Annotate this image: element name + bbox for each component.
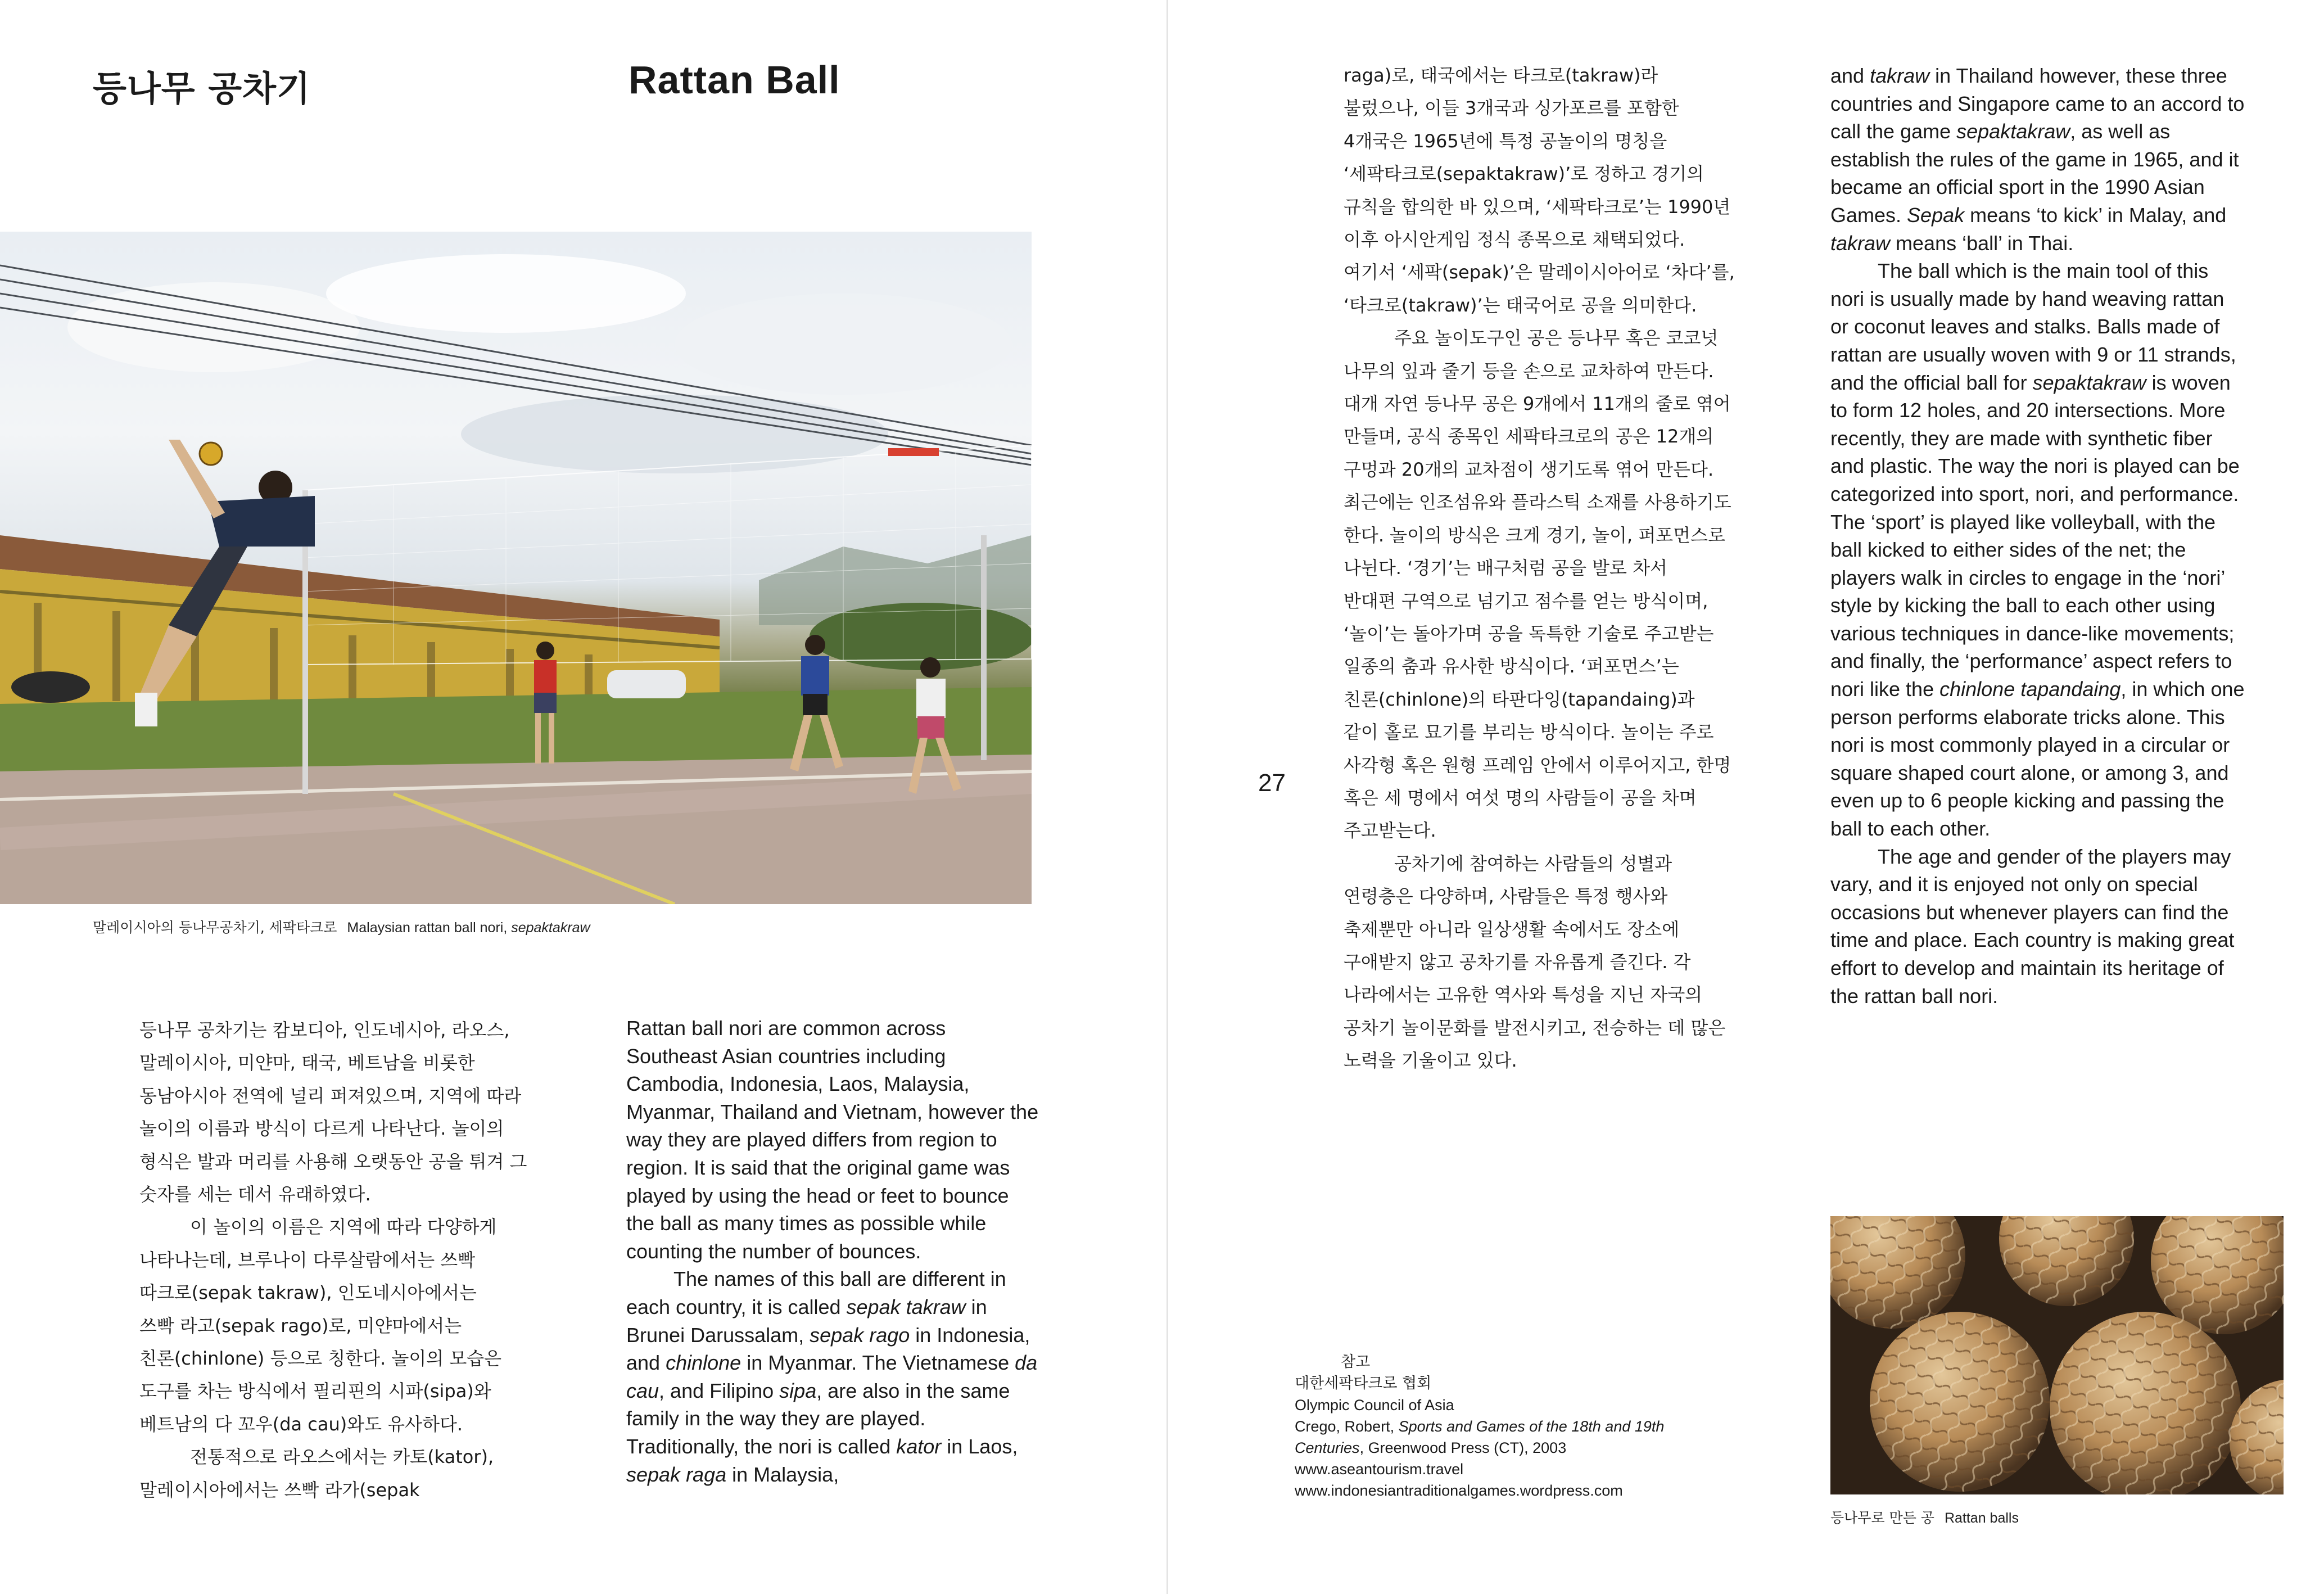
ko-line: 일종의 춤과 유사한 방식이다. ‘퍼포먼스’는 — [1344, 656, 1679, 678]
ko-line: ‘놀이’는 돌아가며 공을 독특한 기술로 주고받는 — [1344, 622, 1714, 644]
reference-item: Olympic Council of Asia — [1295, 1397, 1454, 1414]
ko-line: 최근에는 인조섬유와 플라스틱 소재를 사용하기도 — [1344, 491, 1731, 513]
ko-line: 같이 홀로 묘기를 부리는 방식이다. 놀이는 주로 — [1344, 721, 1714, 743]
ko-line: 공차기 놀이문화를 발전시키고, 전승하는 데 많은 — [1344, 1017, 1726, 1038]
ko-line: 등나무 공차기는 캄보디아, 인도네시아, 라오스, — [139, 1019, 510, 1041]
ko-line: 규칙을 합의한 바 있으며, ‘세팍타크로’는 1990년 — [1344, 196, 1731, 218]
ko-line: 전통적으로 라오스에서는 카토(kator), — [190, 1446, 494, 1468]
reference-item: Centuries, Greenwood Press (CT), 2003 — [1295, 1439, 1567, 1456]
en-paragraph-2: The ball which is the main tool of this nori is usually made by hand weaving rattan or coconut leaves and stalks. Balls made of rattan are usually woven with 9 or 11 strands, and the official ball for sepaktakraw is woven to form 12 holes, and 20 intersections. More recently, they are made with synthetic fiber and plastic. The way the nori is played can be categorized into sport, nori, and performance. The ‘sport’ is played like volleyball, with the ball kicked to either sides of the net; the players walk in circles to engage in the ‘nori’ style by kicking the ball to each other using various techniques in dance-like movements; and finally, the ‘performance’ aspect refers to nori like the chinlone tapandaing, in which one person performs elaborate tricks alone. This nori is most commonly played in a circular or square shaped court alone, or among 3, and even up to 6 people kicking and passing the ball to each other. — [1830, 259, 2245, 841]
ko-line: 한다. 놀이의 방식은 크게 경기, 놀이, 퍼포먼스로 — [1344, 524, 1725, 546]
caption-korean: 말레이시아의 등나무공차기, 세팍타크로 — [93, 919, 337, 936]
balls-photo-caption — [1830, 1507, 2019, 1527]
ko-line: 친론(chinlone) 등으로 칭한다. 놀이의 모습은 — [139, 1348, 502, 1370]
sepaktakraw-photo-illustration — [0, 232, 1032, 904]
en-paragraph-1: and takraw in Thailand however, these three countries and Singapore came to an accord to call the game sepaktakraw, as well as establish the rules of the game in 1965, and it became an official sport in the 1990 Asian Games. Sepak means ‘to kick’ in Malay, and takraw means ‘ball’ in Thai. — [1830, 64, 2245, 255]
ko-line: 나타나는데, 브루나이 다루살람에서는 쓰빡 — [139, 1249, 476, 1271]
ko-line: 도구를 차는 방식에서 필리핀의 시파(sipa)와 — [139, 1380, 491, 1402]
ko-line: 불렀으나, 이들 3개국과 싱가포르를 포함한 — [1344, 97, 1679, 119]
en-paragraph-2: The names of this ball are different in each country, it is called sepak takraw in Brunei Darussalam, sepak rago in Indonesia, and chinlone in Myanmar. The Vietnamese da cau, and Filipino sipa, are also in the same family in the way they are played. Traditionally, the nori is called kator in Laos, sepak raga in Malaysia, — [626, 1267, 1038, 1486]
rattan-balls-illustration — [1830, 1216, 2284, 1494]
references-heading: 참고 — [1341, 1353, 1371, 1371]
english-body-column-1 — [626, 1014, 1042, 1488]
ko-line: 베트남의 다 꼬우(da cau)와도 유사하다. — [139, 1413, 463, 1435]
reference-item: 대한세팍타크로 협회 — [1295, 1375, 1432, 1392]
ko-line: 이 놀이의 이름은 지역에 따라 다양하게 — [190, 1216, 497, 1238]
title-korean: 등나무 공차기 — [93, 68, 311, 109]
rattan-balls-photo — [1830, 1216, 2284, 1494]
ko-line: 만들며, 공식 종목인 세팍타크로의 공은 12개의 — [1344, 426, 1714, 448]
caption-english-italic: sepaktakraw — [511, 920, 590, 936]
reference-link: www.indonesiantraditionalgames.wordpress.com — [1295, 1482, 1623, 1499]
sepaktakraw-photo — [0, 232, 1032, 904]
ko-line: 쓰빡 라고(sepak rago)로, 미얀마에서는 — [139, 1315, 462, 1336]
en-paragraph-3: The age and gender of the players may vary, and it is enjoyed not only on special occasions but whenever players can find the time and place. Each country is making great effort to develop and maintain its heritage of the rattan ball nori. — [1830, 845, 2235, 1008]
references — [1295, 1352, 1664, 1501]
page-number: 27 — [1258, 769, 1286, 797]
ko-line: 대개 자연 등나무 공은 9개에서 11개의 줄로 엮어 — [1344, 393, 1731, 415]
ko-line: 축제뿐만 아니라 일상생활 속에서도 장소에 — [1344, 918, 1680, 940]
ko-line: 사각형 혹은 원형 프레임 안에서 이루어지고, 한명 — [1344, 754, 1731, 776]
korean-body-column-2 — [1344, 59, 1760, 1077]
ko-line: 공차기에 참여하는 사람들의 성별과 — [1394, 852, 1672, 874]
ko-line: 놀이의 이름과 방식이 다르게 나타난다. 놀이의 — [139, 1118, 504, 1140]
caption-korean: 등나무로 만든 공 — [1830, 1510, 1934, 1526]
ko-line: 주고받는다. — [1344, 820, 1436, 842]
ko-line: 나무의 잎과 줄기 등을 손으로 교차하여 만든다. — [1344, 360, 1714, 382]
ko-line: 연령층은 다양하며, 사람들은 특정 행사와 — [1344, 886, 1668, 907]
ko-line: 동남아시아 전역에 널리 퍼져있으며, 지역에 따라 — [139, 1085, 522, 1107]
ko-line: 따크로(sepak takraw), 인도네시아에서는 — [139, 1282, 477, 1304]
english-body-column-2 — [1830, 62, 2246, 1010]
ko-line: raga)로, 태국에서는 타크로(takraw)라 — [1344, 65, 1658, 86]
ko-line: 친론(chinlone)의 타판다잉(tapandaing)과 — [1344, 688, 1695, 710]
ko-line: 숫자를 세는 데서 유래하였다. — [139, 1184, 371, 1205]
korean-body-column-1 — [139, 1014, 555, 1506]
ko-line: ‘세팍타크로(sepaktakraw)’로 정하고 경기의 — [1344, 163, 1704, 185]
caption-english: Rattan balls — [1944, 1510, 2019, 1526]
ko-line: 나뉜다. ‘경기’는 배구처럼 공을 발로 차서 — [1344, 557, 1667, 579]
ko-line: 여기서 ‘세팍(sepak)’은 말레이시아어로 ‘차다’를, — [1344, 261, 1735, 283]
ko-line: 4개국은 1965년에 특정 공놀이의 명칭을 — [1344, 130, 1667, 152]
reference-link: www.aseantourism.travel — [1295, 1461, 1464, 1478]
title-english: Rattan Ball — [629, 58, 840, 102]
en-paragraph-1: Rattan ball nori are common across Southeast Asian countries including Cambodia, Indonesia, Laos, Malaysia, Myanmar, Thailand and Vietnam, however the way they are played differs from region to region. It is said that the original game was played by using the head or feet to bounce the ball as many times as possible while counting the number of bounces. — [626, 1017, 1039, 1263]
ko-line: 구애받지 않고 공차기를 자유롭게 즐긴다. 각 — [1344, 951, 1691, 973]
ko-line: 반대편 구역으로 넘기고 점수를 얻는 방식이며, — [1344, 590, 1708, 612]
ko-line: 혹은 세 명에서 여섯 명의 사람들이 공을 차며 — [1344, 787, 1697, 809]
ko-line: 구멍과 20개의 교차점이 생기도록 엮어 만든다. — [1344, 458, 1714, 480]
ko-line: 말레이시아, 미얀마, 태국, 베트남을 비롯한 — [139, 1052, 475, 1074]
ko-line: 노력을 기울이고 있다. — [1344, 1050, 1517, 1072]
caption-english-text: Malaysian rattan ball nori, — [347, 920, 512, 936]
photo-caption — [93, 916, 590, 937]
reference-item: Crego, Robert, Sports and Games of the 18th and 19th — [1295, 1418, 1665, 1435]
caption-english — [347, 920, 590, 936]
ko-line: 나라에서는 고유한 역사와 특성을 지닌 자국의 — [1344, 984, 1703, 1006]
ko-line: 주요 놀이도구인 공은 등나무 혹은 코코넛 — [1394, 327, 1719, 349]
ko-line: ‘타크로(takraw)’는 태국어로 공을 의미한다. — [1344, 294, 1697, 316]
ko-line: 말레이시아에서는 쓰빡 라가(sepak — [139, 1479, 420, 1501]
ko-line: 형식은 발과 머리를 사용해 오랫동안 공을 튀겨 그 — [139, 1150, 527, 1172]
ko-line: 이후 아시안게임 정식 종목으로 채택되었다. — [1344, 229, 1685, 251]
